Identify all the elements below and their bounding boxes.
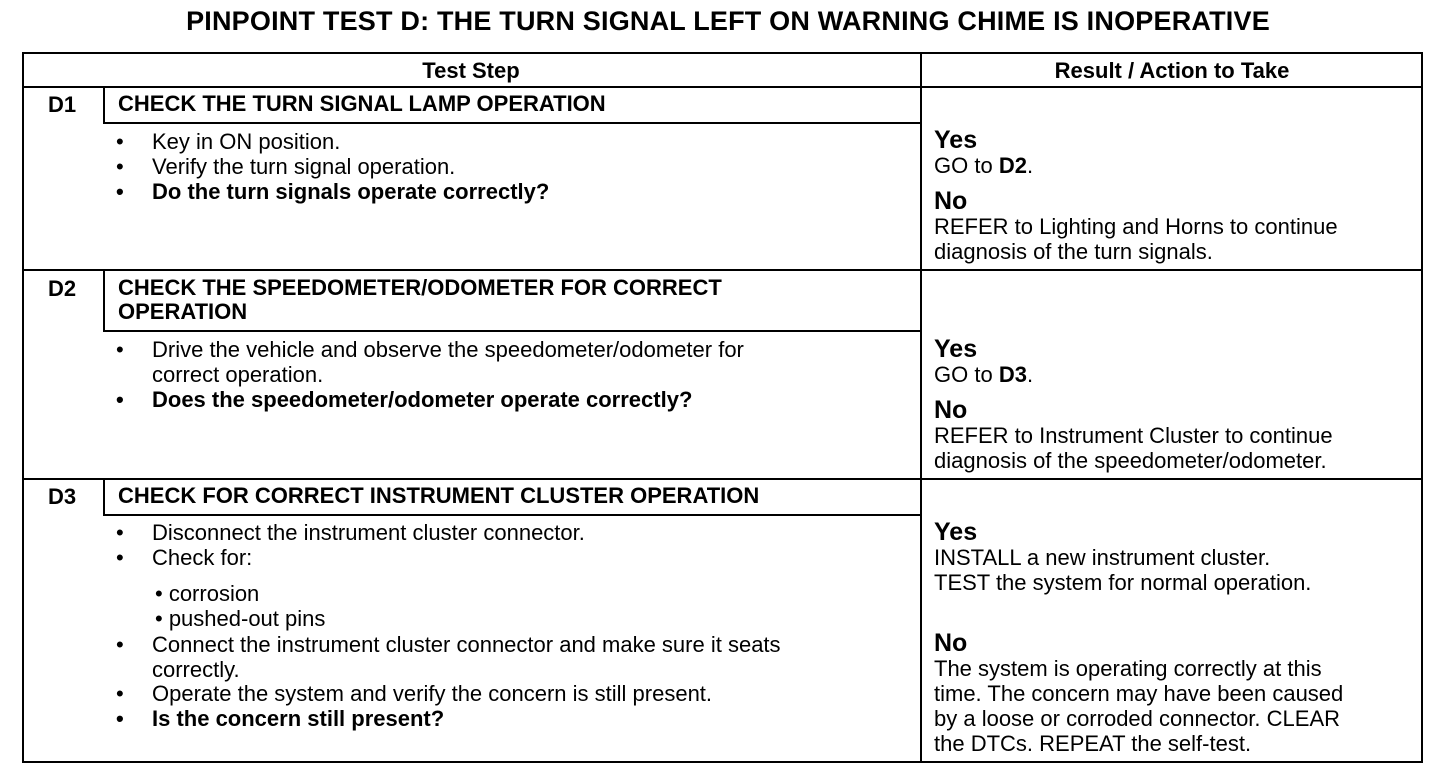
step-id-d3: D3 xyxy=(47,484,77,509)
sub-bullet: • corrosion xyxy=(155,581,260,606)
yes-action: GO to D3. xyxy=(934,362,1034,387)
title-underline xyxy=(103,330,921,332)
no-label: No xyxy=(934,629,968,657)
no-label: No xyxy=(934,187,968,215)
id-divider xyxy=(103,478,105,515)
step-title-d1: CHECK THE TURN SIGNAL LAMP OPERATION xyxy=(118,91,606,116)
yes-label: Yes xyxy=(934,126,978,154)
yes-action: GO to D2. xyxy=(934,153,1034,178)
yes-label: Yes xyxy=(934,335,978,363)
pinpoint-test-table: Test Step Result / Action to Take D1 CHECK THE TURN SIGNAL LAMP OPERATION • Key in ON position. • Verify the turn signal operation. • Do the turn signals operate correctly? Yes GO to D2. No REFER to Lighting and Horns to continue diagnosis of the turn signals. D2 CHECK THE SPEEDOMETER/ODOMETER FOR CORRECT OPERATION • Drive the vehicle and observe the speedometer/odometer for correct operation. • Does the speedometer/odometer operate correctly? Yes GO to D3. No REFER to Instrument Cluster to continue diagnosis of the speedometer/odometer. D3 CHECK FOR CORRECT INSTRUMENT CLUSTER OPERATION • Disconnect the instrument cluster connector. • Check for: • corrosion • pushed-out pins • Connect the instrument cluster connector and make sure it seats correctly. • Operate the system and verify the concern is still present. • Is the concern still present? Yes INSTALL a new instrument cluster. TEST the system for normal operation. No The system is operating correctly at this time. The concern may have been caused by a loose or corroded connector. CLEAR the DTCs. REPEAT the self-test. xyxy=(22,52,1423,763)
column-divider xyxy=(920,52,922,763)
no-action: REFER to Instrument Cluster to continue diagnosis of the speedometer/odometer. xyxy=(934,423,1333,473)
yes-action: INSTALL a new instrument cluster. TEST the system for normal operation. xyxy=(934,545,1312,595)
row-divider xyxy=(22,269,1423,271)
title-underline xyxy=(103,514,921,516)
step-id-d2: D2 xyxy=(47,276,77,301)
sub-bullet: • pushed-out pins xyxy=(155,606,326,631)
yes-label: Yes xyxy=(934,518,978,546)
step-id-d1: D1 xyxy=(47,92,77,117)
id-divider xyxy=(103,86,105,123)
row-divider xyxy=(22,478,1423,480)
id-divider xyxy=(103,269,105,331)
no-action: REFER to Lighting and Horns to continue diagnosis of the turn signals. xyxy=(934,214,1338,264)
header-test-step: Test Step xyxy=(422,58,520,83)
no-action: The system is operating correctly at this time. The concern may have been caused by a loose or corroded connector. CLEAR the DTCs. REPEAT the self-test. xyxy=(934,656,1344,756)
goto-link-d3[interactable]: D3 xyxy=(998,362,1027,387)
no-label: No xyxy=(934,396,968,424)
header-result: Result / Action to Take xyxy=(1054,58,1290,83)
step-title-d3: CHECK FOR CORRECT INSTRUMENT CLUSTER OPERATION xyxy=(118,483,760,508)
title-underline xyxy=(103,122,921,124)
goto-link-d2[interactable]: D2 xyxy=(998,153,1027,178)
header-divider xyxy=(22,86,1423,88)
page-title: PINPOINT TEST D: THE TURN SIGNAL LEFT ON WARNING CHIME IS INOPERATIVE xyxy=(186,6,1270,36)
step-title-d2: CHECK THE SPEEDOMETER/ODOMETER FOR CORRECT OPERATION xyxy=(118,275,722,324)
